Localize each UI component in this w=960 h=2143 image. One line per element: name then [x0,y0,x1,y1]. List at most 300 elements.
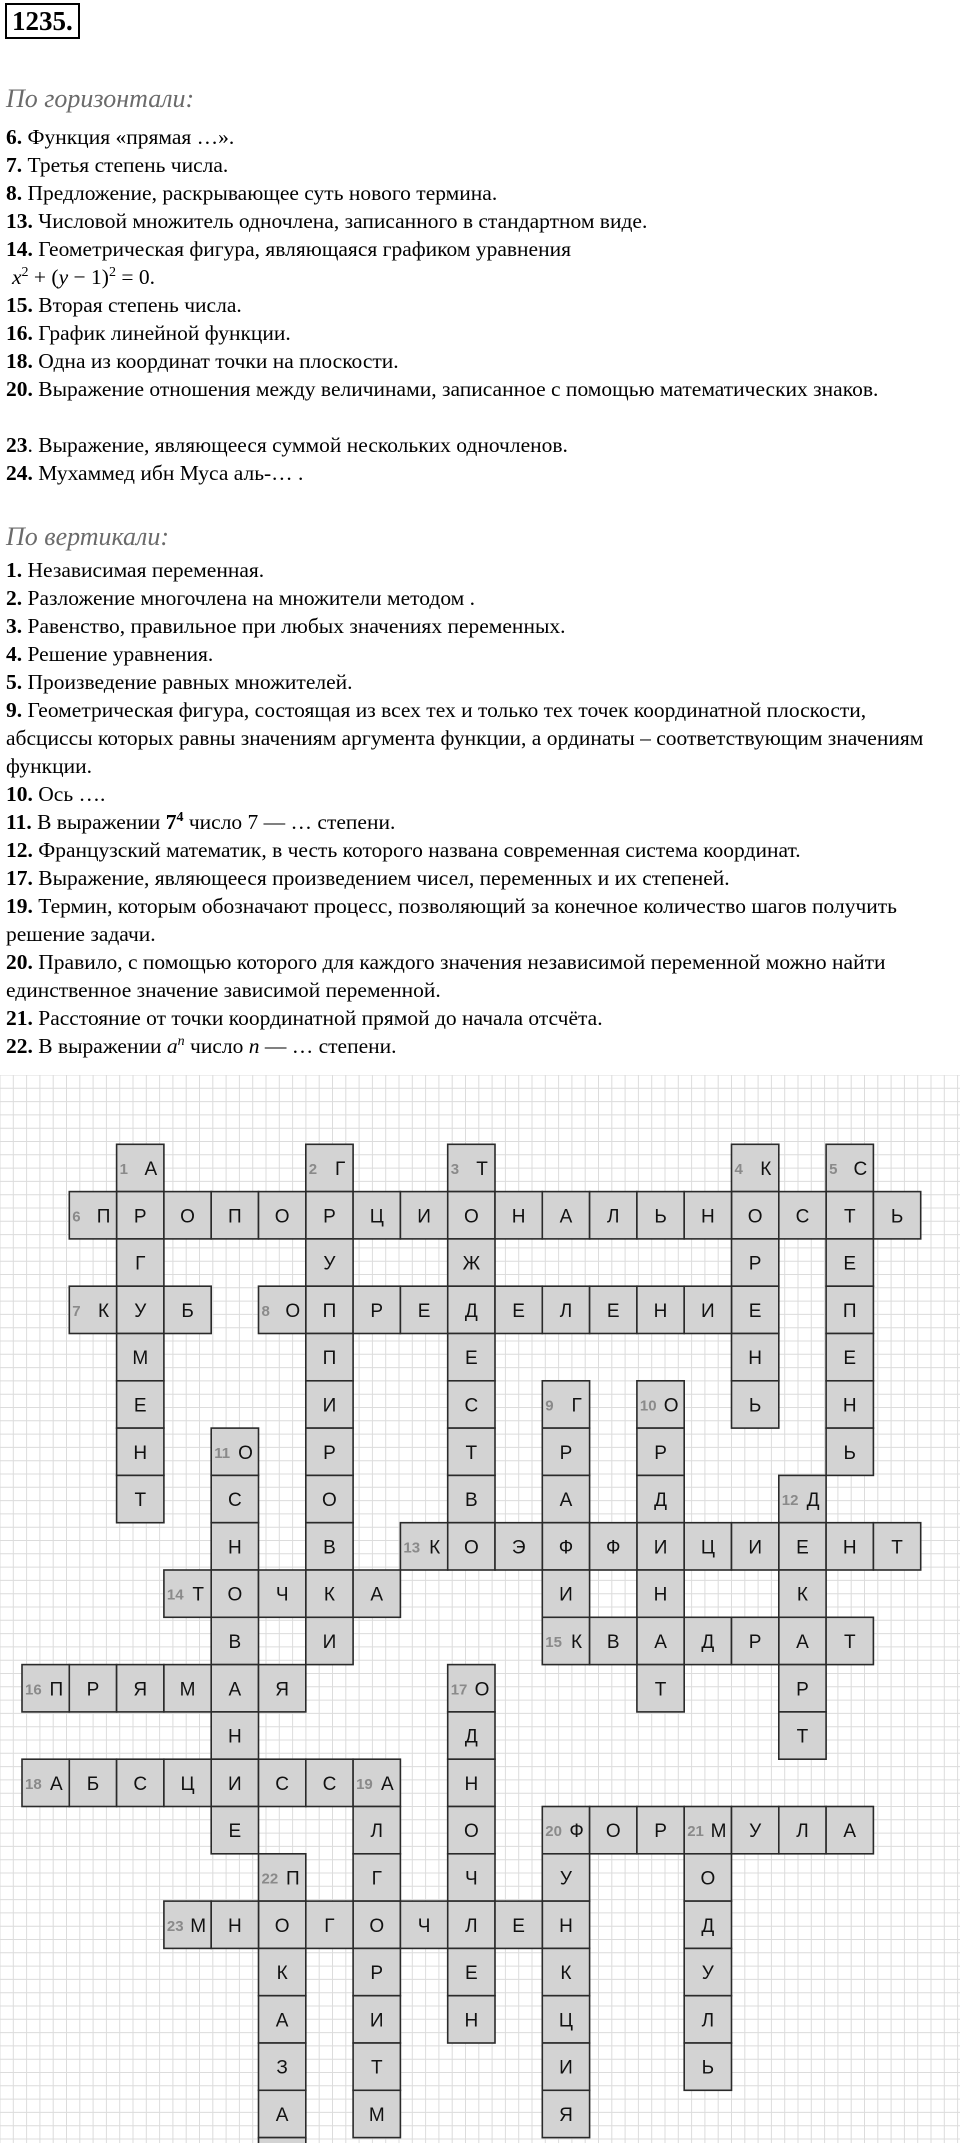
crossword-cell [259,1901,306,1948]
crossword-cell [542,1617,589,1664]
crossword-cell [353,1286,400,1333]
crossword-cell [211,1475,258,1522]
cell-letter: И [701,1300,715,1322]
crossword-cell [448,1996,495,2043]
cell-letter: К [323,1584,335,1606]
crossword-cell [779,1192,826,1239]
cell-letter: С [464,1395,479,1417]
cell-letter: Н [227,1726,242,1748]
crossword-cell [259,1854,306,1901]
cell-number: 6 [72,1208,81,1226]
cell-letter: И [228,1773,242,1795]
crossword-cell [448,1144,495,1191]
cell-letter: Ь [654,1206,667,1228]
cell-letter: Ф [558,1537,574,1559]
cell-letter: С [275,1773,290,1795]
cell-letter: К [429,1537,441,1559]
crossword-cell [826,1286,873,1333]
cell-letter: И [322,1395,337,1417]
cell-letter: А [559,1206,573,1228]
crossword-cell [590,1523,637,1570]
crossword-cell [684,1192,731,1239]
crossword-cell [353,2090,400,2137]
cell-letter: Т [370,2057,383,2079]
crossword-cell [259,2043,306,2090]
cell-letter: Р [323,1206,336,1228]
cell-letter: Н [464,2010,479,2032]
crossword-cell [542,1286,589,1333]
clue-across-20: 20. Выражение отношения между величинами, записанное с помощью математических знаков. [6,377,879,401]
cell-letter: П [285,1868,300,1890]
crossword-cell [684,2043,731,2090]
crossword-cell [684,1996,731,2043]
cell-letter: Р [748,1631,762,1653]
cell-letter: О [274,1206,290,1228]
crossword-cell [306,1239,353,1286]
crossword-cell [732,1334,779,1381]
cell-number: 22 [261,1870,279,1888]
cell-number: 19 [356,1775,373,1793]
cell-letter: О [238,1442,253,1464]
clue-down-2: 2. Разложение многочлена на множители методом . [6,586,476,610]
crossword-cell [684,1286,731,1333]
cell-letter: Л [370,1821,383,1843]
crossword-cell [448,1665,495,1712]
crossword-cell [542,1948,589,1995]
cell-letter: И [559,1584,573,1606]
cell-letter: Ь [748,1395,762,1417]
crossword-cell [117,1381,164,1428]
crossword-cell [684,1617,731,1664]
cell-letter: Р [654,1442,667,1464]
cell-letter: В [323,1537,336,1559]
clue-across-14: 14. Геометрическая фигура, являющаяся графиком уравнения [6,237,571,261]
crossword-cell [211,1759,258,1806]
crossword-cell [495,1901,542,1948]
crossword-cell [306,1523,353,1570]
cell-letter: Е [748,1300,762,1322]
crossword-cell [400,1192,447,1239]
cell-letter: П [96,1206,111,1228]
crossword-cell [637,1475,684,1522]
cell-letter: Е [228,1821,242,1843]
crossword-cell [448,1239,495,1286]
crossword-cell [306,1192,353,1239]
cell-letter: О [180,1206,195,1228]
cell-letter: П [322,1300,337,1322]
crossword-cell [542,1428,589,1475]
cell-letter: Г [334,1158,346,1180]
cell-number: 18 [25,1775,42,1793]
crossword-cell [684,1948,731,1995]
crossword-cell [826,1428,873,1475]
crossword-cell [400,1523,447,1570]
crossword-cell [826,1523,873,1570]
crossword-cell [779,1712,826,1759]
crossword-cell [353,1901,400,1948]
cell-letter: А [843,1821,857,1843]
crossword-cell [542,1901,589,1948]
crossword-cell [495,1192,542,1239]
cell-letter: И [322,1631,337,1653]
crossword-cell [637,1381,684,1428]
crossword-cell [448,1712,495,1759]
crossword-cell [448,1192,495,1239]
crossword-cell [117,1475,164,1522]
cell-letter: Р [323,1442,336,1464]
cell-letter: Р [559,1442,573,1464]
cell-letter: Н [653,1584,668,1606]
cell-letter: И [748,1537,762,1559]
cell-number: 17 [450,1681,468,1699]
clue-down-21: 21. Расстояние от точки координатной прямой до начала отсчёта. [6,1006,603,1030]
cell-letter: Л [701,2010,715,2032]
crossword-cell [542,1475,589,1522]
cell-letter: В [465,1490,478,1512]
crossword-cell [779,1665,826,1712]
crossword-cell [69,1759,116,1806]
crossword-cell [22,1665,69,1712]
cell-letter: Р [86,1679,100,1701]
clue-across-15: 15. Вторая степень числа. [6,293,242,317]
crossword-cell [495,1523,542,1570]
crossword-cell [117,1239,164,1286]
crossword-cell [732,1617,779,1664]
cell-letter: П [322,1348,337,1370]
cell-letter: И [417,1206,431,1228]
crossword-cell [826,1381,873,1428]
clue-down-12: 12. Французский математик, в честь которого названа современная система координат. [6,838,801,862]
clue-down-5: 5. Произведение равных множителей. [6,670,353,694]
cell-letter: Т [192,1584,205,1606]
cell-letter: Е [512,1915,525,1937]
cell-letter: Ц [369,1206,384,1228]
crossword-cell [69,1286,116,1333]
crossword-cell [448,1286,495,1333]
cell-letter: Н [748,1348,763,1370]
cell-letter: У [323,1253,336,1275]
crossword-cell [779,1570,826,1617]
crossword-cell [637,1617,684,1664]
cell-letter: А [275,2010,289,2032]
cell-letter: Я [275,1679,290,1701]
cell-letter: Ж [462,1253,481,1275]
cell-letter: Р [748,1253,762,1275]
crossword-cell [306,1759,353,1806]
clue-down-1: 1. Независимая переменная. [6,558,265,582]
crossword-cell [542,1854,589,1901]
crossword-cell [590,1617,637,1664]
crossword-cell [684,1523,731,1570]
crossword-cell [306,1381,353,1428]
cell-letter: М [132,1348,149,1370]
cell-number: 2 [308,1160,318,1178]
cell-letter: А [796,1631,809,1653]
cell-number: 1 [119,1160,128,1178]
crossword-cell [590,1286,637,1333]
crossword-cell [259,2090,306,2137]
crossword-cell [117,1192,164,1239]
cell-number: 3 [450,1160,460,1178]
cell-letter: К [98,1300,110,1322]
crossword-cell [637,1192,684,1239]
cell-letter: У [701,1963,714,1985]
cell-letter: Т [476,1158,488,1180]
crossword-cell [779,1617,826,1664]
cell-letter: С [853,1158,868,1180]
crossword-cell [117,1665,164,1712]
crossword-cell [306,1334,353,1381]
cell-number: 8 [261,1302,270,1320]
clue-across-6: 6. Функция «прямая …». [6,125,235,149]
crossword-cell [164,1192,211,1239]
crossword-cell [590,1192,637,1239]
cell-letter: О [227,1584,243,1606]
crossword-cell [732,1239,779,1286]
cell-letter: С [227,1490,242,1512]
cell-letter: О [605,1821,621,1843]
cell-number: 10 [639,1397,657,1415]
cell-letter: С [133,1773,148,1795]
cell-letter: Ф [606,1537,621,1559]
cell-letter: И [559,2057,573,2079]
crossword-cell [637,1523,684,1570]
cell-letter: Ч [465,1868,478,1890]
crossword-cell [684,1901,731,1948]
cell-letter: А [559,1490,573,1512]
crossword-cell [353,1192,400,1239]
crossword-cell [164,1901,211,1948]
cell-letter: Е [843,1253,857,1275]
cell-letter: Е [843,1348,857,1370]
cell-letter: Ч [417,1915,431,1937]
cell-letter: Е [465,1963,478,1985]
cell-letter: П [228,1206,242,1228]
crossword-cell [211,1712,258,1759]
problem-number: 1235. [5,3,80,39]
cell-letter: Е [465,1348,478,1370]
crossword-cell [69,1665,116,1712]
cell-letter: Е [133,1395,147,1417]
crossword-cell [306,1475,353,1522]
cell-letter: А [228,1679,242,1701]
cell-letter: К [796,1584,808,1606]
crossword-cell [306,1428,353,1475]
cell-letter: Ь [701,2057,715,2079]
crossword-cell [542,1570,589,1617]
cell-letter: Д [464,1726,478,1748]
cell-letter: Т [465,1442,478,1464]
clue-down-22: 22. В выражении $a^n$ число n — … степени. [6,1033,397,1058]
crossword-cell [732,1286,779,1333]
crossword-cell [826,1192,873,1239]
across-title: По горизонтали: [6,84,195,113]
crossword-cell [117,1334,164,1381]
crossword-cell [353,1948,400,1995]
crossword-cell [353,1759,400,1806]
cell-letter: М [368,2104,385,2126]
cell-letter: О [322,1490,337,1512]
crossword-cell [211,1807,258,1854]
crossword-cell [306,1617,353,1664]
cell-letter: К [760,1158,772,1180]
crossword-cell [448,1334,495,1381]
crossword-cell [306,1286,353,1333]
crossword-cell [826,1239,873,1286]
cell-letter: Е [796,1537,809,1559]
crossword-cell [448,1381,495,1428]
cell-letter: Ц [700,1537,715,1559]
crossword-cell [448,1901,495,1948]
crossword-cell [684,1854,731,1901]
cell-letter: О [463,1821,479,1843]
cell-number: 15 [545,1633,562,1651]
cell-letter: Н [700,1206,715,1228]
cell-letter: З [276,2057,288,2079]
crossword-cell [826,1144,873,1191]
crossword-cell [259,1948,306,1995]
crossword-cell [69,1192,116,1239]
cell-letter: Т [843,1206,856,1228]
cell-number: 20 [545,1823,562,1841]
clue-down-11: 11. В выражении $7^4$ число 7 — … степени. [6,809,396,834]
crossword-grid [0,1075,960,2143]
cell-letter: Я [133,1679,148,1701]
cell-number: 11 [214,1444,231,1462]
crossword-cell [306,1570,353,1617]
crossword-cell [448,1948,495,1995]
cell-number: 5 [829,1160,838,1178]
crossword-cell [542,1807,589,1854]
cell-letter: Т [654,1679,667,1701]
cell-letter: О [274,1915,290,1937]
crossword-cell [732,1807,779,1854]
cell-letter: К [560,1963,572,1985]
crossword-cell [164,1759,211,1806]
cell-letter: Н [653,1300,668,1322]
crossword-cell [542,1192,589,1239]
equation: $x^2 + (y - 1)^2 = 0$. [12,264,155,289]
cell-letter: Д [806,1490,820,1512]
cell-number: 4 [734,1160,743,1178]
crossword-cell [353,1570,400,1617]
crossword-cell [117,1428,164,1475]
cell-letter: Е [512,1300,525,1322]
cell-letter: Т [843,1631,856,1653]
crossword-cell [873,1523,920,1570]
clue-across-16: 16. График линейной функции. [6,321,291,345]
crossword-cell [448,1523,495,1570]
cell-letter: Т [134,1490,147,1512]
crossword-cell [873,1192,920,1239]
crossword-cell [826,1334,873,1381]
crossword-cell [732,1192,779,1239]
cell-letter: Л [465,1915,478,1937]
cell-letter: К [571,1631,583,1653]
cell-letter: Л [607,1206,620,1228]
crossword-cell [637,1570,684,1617]
crossword-cell [637,1428,684,1475]
crossword-cell [495,1286,542,1333]
cell-letter: Д [701,1915,715,1937]
cell-letter: У [134,1300,147,1322]
cell-letter: Я [559,2104,573,2126]
cell-letter: Д [701,1631,715,1653]
cell-letter: Н [227,1915,242,1937]
crossword-cell [448,1759,495,1806]
cell-letter: Г [135,1253,146,1275]
crossword-cell [732,1144,779,1191]
cell-letter: Л [559,1300,573,1322]
crossword-cell [826,1807,873,1854]
cell-letter: О [747,1206,763,1228]
crossword-cell [353,1996,400,2043]
crossword-cell [448,1854,495,1901]
cell-number: 16 [25,1681,42,1699]
cell-letter: И [653,1537,668,1559]
cell-letter: Р [370,1300,384,1322]
cell-letter: Н [842,1395,857,1417]
cell-letter: У [749,1821,762,1843]
cell-letter: Г [371,1868,382,1890]
cell-number: 12 [781,1492,799,1510]
cell-letter: Р [796,1679,809,1701]
down-title: По вертикали: [6,522,170,551]
clue-across-7: 7. Третья степень числа. [6,153,229,177]
cell-letter: В [606,1631,620,1653]
crossword-cell [637,1665,684,1712]
cell-letter: Г [571,1395,582,1417]
cell-letter: Р [133,1206,147,1228]
cell-letter: Р [654,1821,667,1843]
cell-letter: О [463,1206,479,1228]
crossword-cell [400,1901,447,1948]
cell-letter: Н [511,1206,526,1228]
cell-letter: В [228,1631,242,1653]
crossword-cell [259,1759,306,1806]
cell-letter: М [190,1915,207,1937]
crossword-cell [448,1475,495,1522]
cell-letter: Е [417,1300,431,1322]
crossword-cell [259,1286,306,1333]
cell-letter: О [700,1868,716,1890]
cell-letter: Д [654,1490,667,1512]
clue-down-17: 17. Выражение, являющееся произведением чисел, переменных и их степеней. [6,866,730,890]
crossword-cell [211,1901,258,1948]
crossword-cell [117,1759,164,1806]
cell-letter: Н [842,1537,857,1559]
cell-letter: П [49,1679,64,1701]
cell-letter: А [275,2104,289,2126]
cell-letter: Л [796,1821,809,1843]
crossword-cell [22,1759,69,1806]
cell-letter: Ч [275,1584,289,1606]
crossword-cell [779,1475,826,1522]
crossword-cell [259,1570,306,1617]
cell-letter: Ц [558,2010,573,2032]
cell-letter: М [179,1679,196,1701]
cell-letter: А [144,1158,158,1180]
crossword-cell [306,1144,353,1191]
cell-letter: П [842,1300,857,1322]
clue-down-4: 4. Решение уравнения. [6,642,214,666]
crossword-cell [211,1428,258,1475]
cell-letter: М [710,1821,727,1843]
crossword-cell [259,1665,306,1712]
cell-letter: А [49,1773,63,1795]
crossword-cell [448,1428,495,1475]
crossword-cell [164,1665,211,1712]
